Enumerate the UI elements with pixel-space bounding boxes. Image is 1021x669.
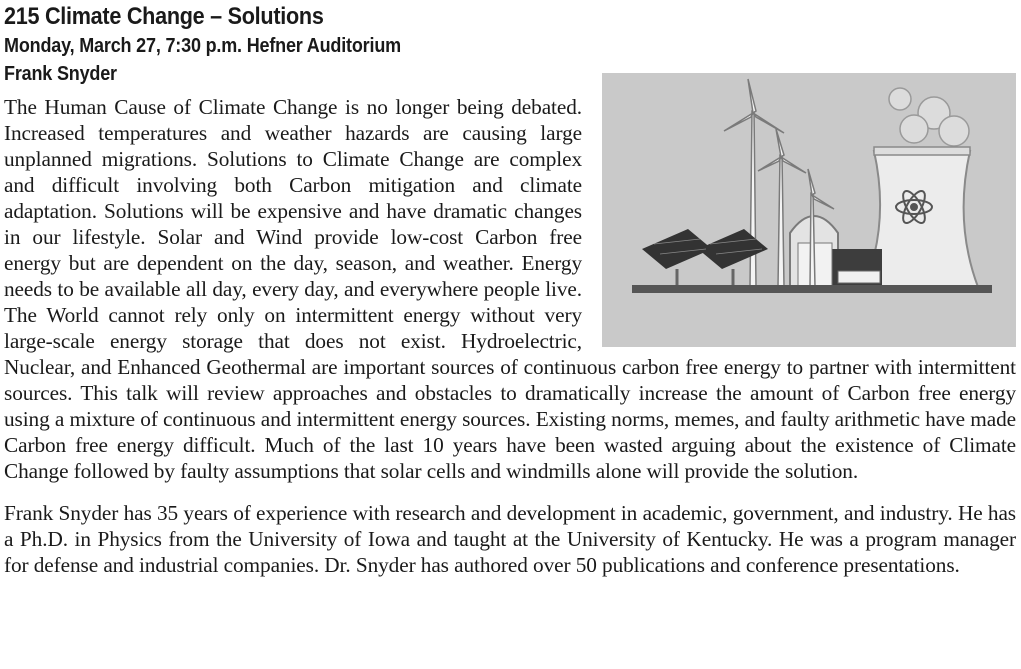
speaker-bio: Frank Snyder has 35 years of experience with research and development in academic, government, and industry. He has a Ph.D. in Physics from the University of Iowa and taught at the University of Kentucky. He was a program manager for defense and industrial companies. Dr. Snyder has authored over 50 publications and conference presentations. — [4, 501, 1016, 577]
event-datetime-location: Monday, March 27, 7:30 p.m. Hefner Auditorium — [4, 35, 401, 57]
event-description: The Human Cause of Climate Change is no longer being debated. Increased temperatures and weather hazards are causing large unplanned migrations. Solutions to Climate Change are complex and difficult involving both Carbon mitigation and climate adaptation. Solutions will be expensive and have dramatic changes in our lifestyle. Solar and Wind provide low-cost Carbon free energy but are dependent on the day, season, and weather. Energy needs to be available all day, every day, and everywhere people live. The World cannot rely only on intermittent energy without very large-scale energy storage that does not exist. Hydroelectric, Nuclear, and Enhanced Geothermal are important sources of continuous carbon free energy to partner with intermittent sources. This talk will review approaches and obstacles to dramatically increase the amount of Carbon free energy using a mixture of continuous and intermittent energy sources. Existing norms, memes, and faulty arithmetic have made Carbon free energy difficult. Much of the last 10 years have been wasted arguing about the existence of Climate Change followed by faulty assumptions that solar cells and windmills alone will provide the solution. — [4, 95, 1016, 483]
speaker-name: Frank Snyder — [4, 63, 117, 85]
event-title: 215 Climate Change – Solutions — [4, 3, 324, 30]
clean-energy-illustration — [602, 73, 1016, 347]
event-listing — [4, 0, 1016, 578]
